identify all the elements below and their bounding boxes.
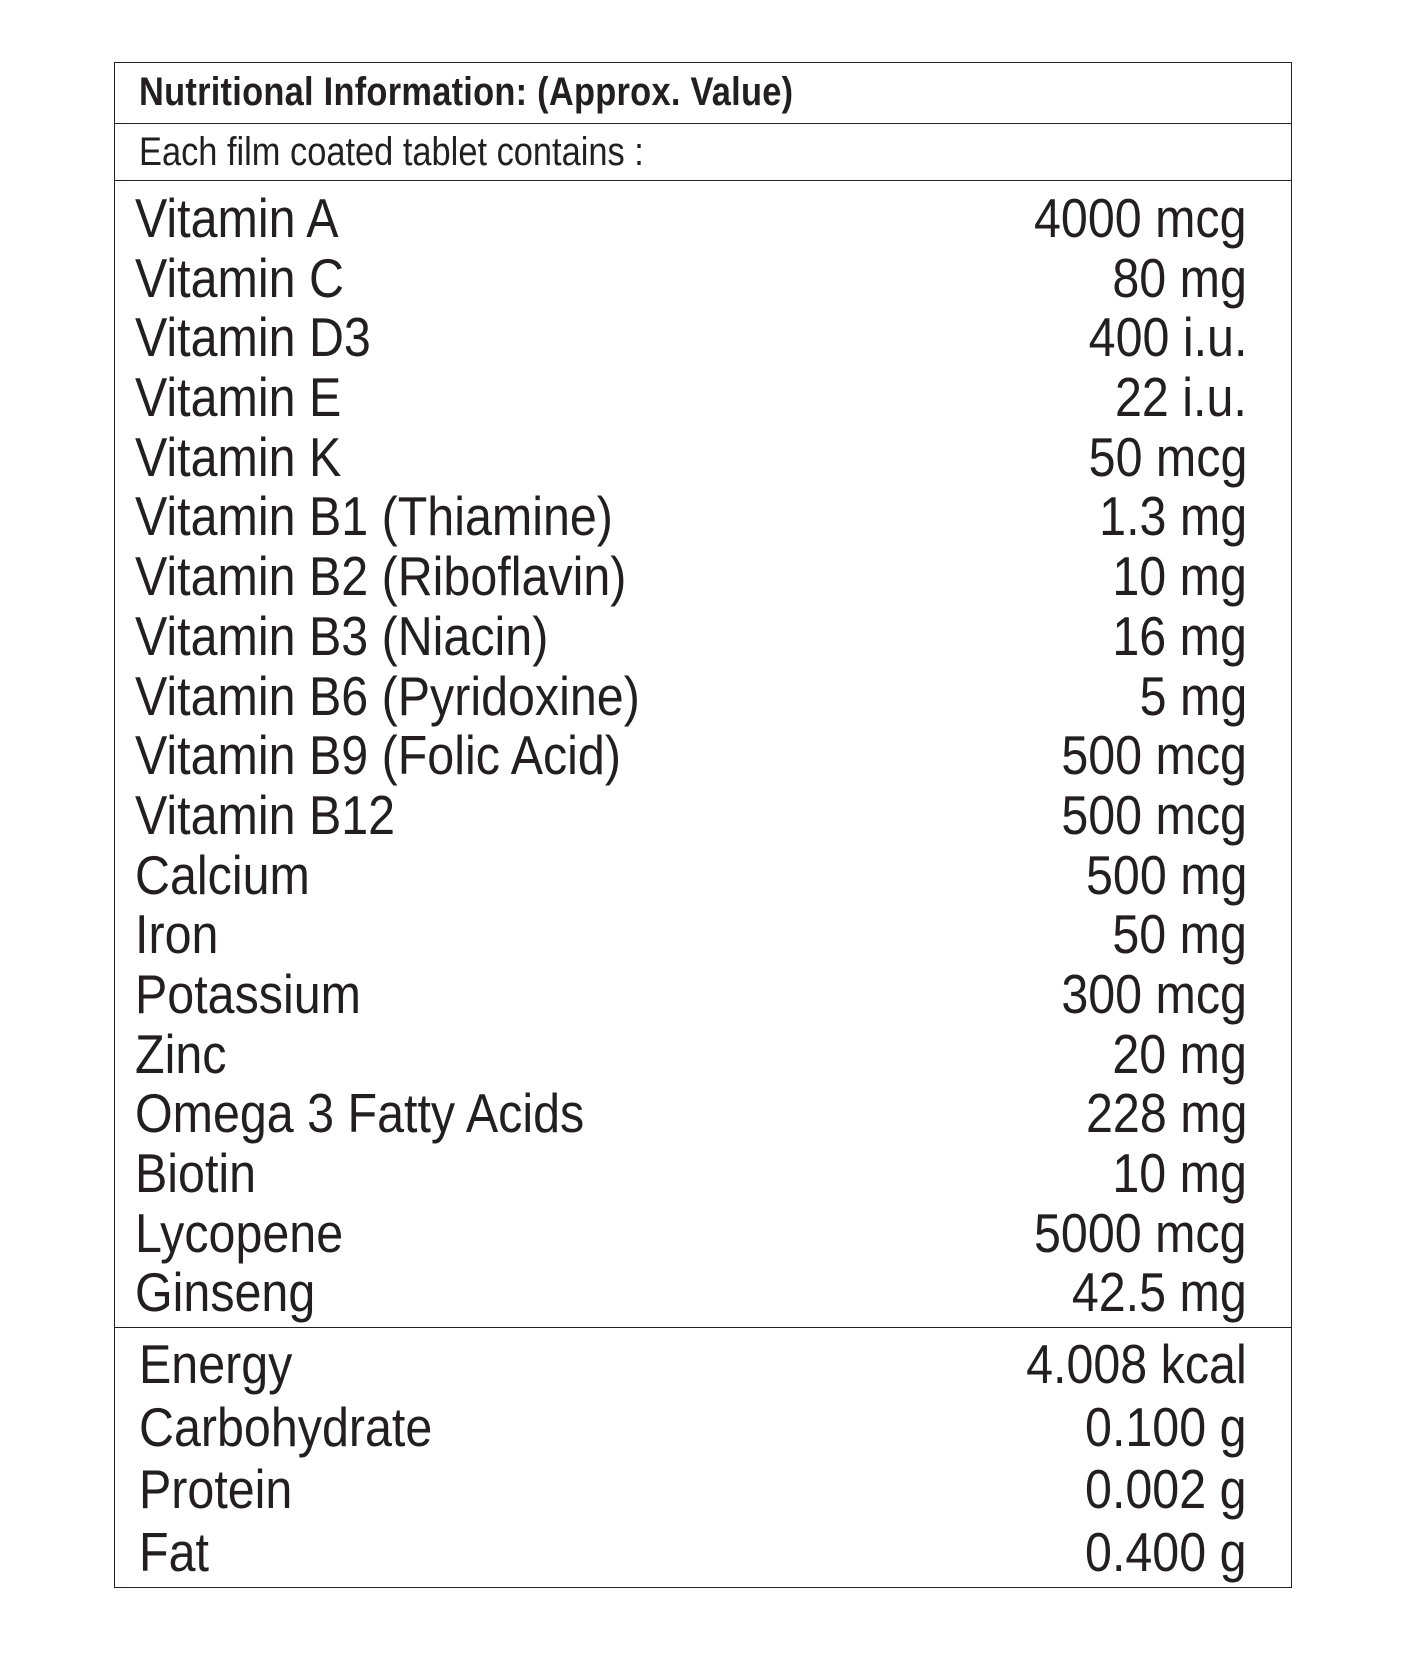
- nutrient-row: [115, 962, 1291, 1025]
- nutrient-name: Vitamin B2 (Riboflavin): [135, 545, 627, 608]
- nutrient-row: [115, 1201, 1291, 1264]
- energy-row: [115, 1520, 1291, 1586]
- title-row: [115, 63, 1291, 124]
- nutrient-value: 228 mg: [1085, 1082, 1247, 1145]
- nutrient-value: 10 mg: [1112, 1142, 1247, 1204]
- nutrient-row: [115, 843, 1291, 906]
- section-divider: [115, 1327, 1291, 1328]
- nutrient-value: 22 i.u.: [1115, 366, 1247, 429]
- nutrient-value: 50 mcg: [1088, 425, 1247, 488]
- nutrient-name: Vitamin A: [135, 187, 339, 249]
- nutrient-value: 4000 mcg: [1034, 187, 1247, 249]
- energy-name: Carbohydrate: [139, 1395, 433, 1458]
- nutrient-row: [115, 783, 1291, 846]
- nutrient-row: [115, 1022, 1291, 1085]
- nutrient-row: [115, 425, 1291, 488]
- nutrient-name: Vitamin E: [135, 366, 342, 429]
- nutrient-name: Vitamin B9 (Folic Acid): [135, 724, 621, 787]
- energy-list: [115, 1335, 1291, 1585]
- nutrient-value: 5 mg: [1139, 664, 1247, 727]
- nutrient-value: 5000 mcg: [1034, 1201, 1247, 1264]
- nutrient-row: [115, 487, 1291, 547]
- nutrient-row: [115, 189, 1291, 249]
- energy-row: [115, 1395, 1291, 1461]
- table-subtitle: Each film coated tablet contains :: [139, 130, 644, 174]
- nutrient-name: Biotin: [135, 1142, 257, 1204]
- nutrient-name: Vitamin B12: [135, 783, 396, 846]
- nutrient-name: Ginseng: [135, 1261, 316, 1324]
- energy-name: Protein: [139, 1458, 293, 1520]
- energy-row: [115, 1460, 1291, 1523]
- nutrient-name: Lycopene: [135, 1201, 344, 1264]
- nutrient-row: [115, 664, 1291, 727]
- nutrient-name: Potassium: [135, 962, 361, 1025]
- nutrient-value: 500 mcg: [1061, 724, 1247, 787]
- nutrient-row: [115, 905, 1291, 965]
- nutrient-row: [115, 246, 1291, 309]
- nutrition-table: [114, 62, 1292, 1588]
- nutrient-name: Zinc: [135, 1022, 227, 1085]
- energy-name: Fat: [139, 1520, 209, 1583]
- nutrient-name: Iron: [135, 903, 219, 966]
- nutrient-value: 20 mg: [1112, 1022, 1247, 1085]
- nutrient-value: 16 mg: [1112, 604, 1247, 667]
- nutrient-value: 500 mg: [1085, 843, 1247, 906]
- energy-value: 0.400 g: [1085, 1520, 1247, 1583]
- nutrient-row: [115, 604, 1291, 667]
- nutrient-row: [115, 1263, 1291, 1323]
- energy-value: 0.002 g: [1085, 1458, 1247, 1520]
- nutrient-name: Omega 3 Fatty Acids: [135, 1082, 585, 1145]
- nutrient-row: [115, 1084, 1291, 1144]
- subtitle-row: [115, 124, 1291, 181]
- energy-row: [115, 1335, 1291, 1398]
- nutrient-row: [115, 726, 1291, 786]
- table-title: Nutritional Information: (Approx. Value): [139, 70, 794, 114]
- energy-value: 4.008 kcal: [1026, 1333, 1247, 1395]
- nutrient-name: Vitamin C: [135, 246, 344, 309]
- nutrient-name: Calcium: [135, 843, 310, 906]
- nutrient-value: 10 mg: [1112, 545, 1247, 608]
- nutrient-value: 500 mcg: [1061, 783, 1247, 846]
- nutrient-row: [115, 368, 1291, 428]
- nutrient-row: [115, 547, 1291, 607]
- nutrient-value: 1.3 mg: [1099, 485, 1247, 548]
- nutrient-name: Vitamin B1 (Thiamine): [135, 485, 613, 548]
- nutrient-name: Vitamin B6 (Pyridoxine): [135, 664, 640, 727]
- nutrient-row: [115, 308, 1291, 368]
- nutrient-name: Vitamin D3: [135, 306, 371, 369]
- nutrient-list: [115, 189, 1291, 1323]
- nutrient-name: Vitamin K: [135, 425, 342, 488]
- nutrient-value: 300 mcg: [1061, 962, 1247, 1025]
- energy-name: Energy: [139, 1333, 293, 1395]
- nutrient-value: 80 mg: [1112, 246, 1247, 309]
- energy-value: 0.100 g: [1085, 1395, 1247, 1458]
- nutrient-value: 50 mg: [1112, 903, 1247, 966]
- nutrient-value: 42.5 mg: [1072, 1261, 1247, 1324]
- nutrient-value: 400 i.u.: [1088, 306, 1247, 369]
- nutrient-row: [115, 1144, 1291, 1204]
- nutrient-name: Vitamin B3 (Niacin): [135, 604, 549, 667]
